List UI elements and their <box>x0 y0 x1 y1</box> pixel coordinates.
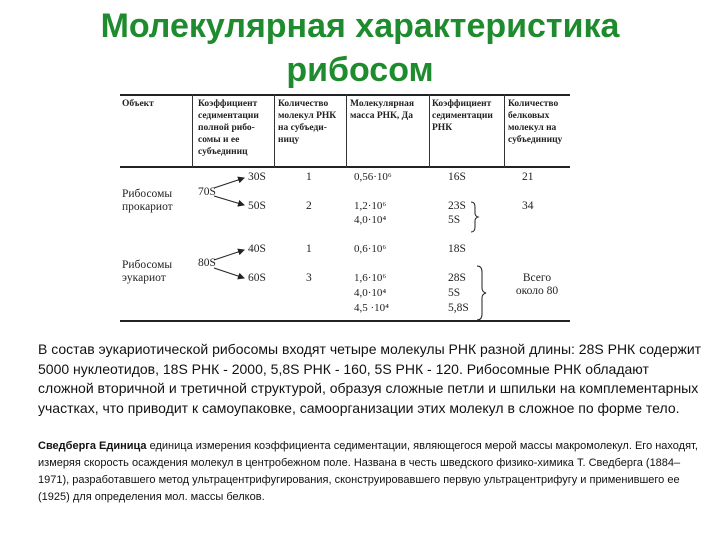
mass-60s-3: 4,5 ·10⁴ <box>354 302 389 314</box>
title-line-1: Молекулярная характеристика <box>100 7 620 45</box>
mass-40s: 0,6·10⁶ <box>354 243 387 255</box>
title-line-2: рибосом <box>286 51 434 89</box>
arrow-80s-to-60s <box>214 268 244 278</box>
mass-60s-2: 4,0·10⁴ <box>354 287 387 299</box>
ribosome-table <box>120 94 570 322</box>
header-object: Объект <box>122 99 154 109</box>
note-text: единица измерения коэффициента седиментации, являющегося мерой массы макромолекул. Его находят, измеряя скорость осаждения молекул в центробежном поле. Названа в честь шведского физико-химика Т. Сведберга (1884–1971), разработавшего метод ультрацентрифугирования, сконструировавшего первую ультрацентрифугу и применившего ее (1925) для определения мол. массы белков. <box>38 440 698 503</box>
svedberg-note <box>38 438 706 506</box>
header-rna-mass: Молекулярная масса РНК, Да <box>350 99 414 121</box>
header-rna-sed-coef: Коэффициент седиментации РНК <box>432 99 493 133</box>
rna-sed-5s: 5S <box>448 287 461 299</box>
rna-count-40s: 1 <box>306 243 312 255</box>
arrow-80s-to-40s <box>214 250 244 260</box>
row-object-eukaryote: Рибосомы эукариот <box>122 259 173 284</box>
sub-60s: 60S <box>248 272 266 284</box>
rna-count-50s: 2 <box>306 200 312 212</box>
rna-sed-16s: 16S <box>448 171 466 183</box>
proteins-30s: 21 <box>522 171 534 183</box>
arrow-70s-to-50s <box>214 196 244 205</box>
whole-70s: 70S <box>198 186 216 198</box>
brace-prokaryote <box>471 202 478 232</box>
arrow-70s-to-30s <box>214 178 244 188</box>
rna-sed-5s: 5S <box>448 214 461 226</box>
sub-50s: 50S <box>248 200 266 212</box>
mass-50s-2: 4,0·10⁴ <box>354 214 387 226</box>
proteins-eukaryote: Всего около 80 <box>515 272 559 297</box>
rna-sed-28s: 28S <box>448 272 466 284</box>
mass-30s: 0,56·10⁶ <box>354 171 392 183</box>
sub-30s: 30S <box>248 171 266 183</box>
header-rna-count: Количество молекул РНК на субъеди-ницу <box>278 99 337 145</box>
header-sed-coef-ribosome: Коэффициент седиментации полной рибо-сомы и ее субъединиц <box>198 99 259 157</box>
mass-50s-1: 1,2·10⁶ <box>354 200 387 212</box>
whole-80s: 80S <box>198 257 216 269</box>
note-term: Сведберга Единица <box>38 440 147 452</box>
description-paragraph: В состав эукариотической рибосомы входят четыре молекулы РНК разной длины: 28S РНК содержит 5000 нуклеотидов, 18S РНК - 2000, 5,8S РНК - 160, 5S РНК - 120. Рибосомные РНК обладают сложной вторичной и третичной структурой, образуя сложные петли и шпильки на комплементарных участках, что приводит к самоупаковке, самоорганизации этих молекул в сложное по форме тело. <box>38 341 702 416</box>
mass-60s-1: 1,6·10⁶ <box>354 272 387 284</box>
page-title <box>0 4 720 92</box>
header-protein-count: Количество белковых молекул на субъединицу <box>508 99 563 145</box>
rna-sed-18s: 18S <box>448 243 466 255</box>
row-object-prokaryote: Рибосомы прокариот <box>122 188 173 213</box>
brace-eukaryote <box>477 266 486 320</box>
rna-sed-5-8s: 5,8S <box>448 302 469 314</box>
rna-sed-23s: 23S <box>448 200 466 212</box>
proteins-50s: 34 <box>522 200 534 212</box>
sub-40s: 40S <box>248 243 266 255</box>
rna-count-60s: 3 <box>306 272 312 284</box>
rna-count-30s: 1 <box>306 171 312 183</box>
